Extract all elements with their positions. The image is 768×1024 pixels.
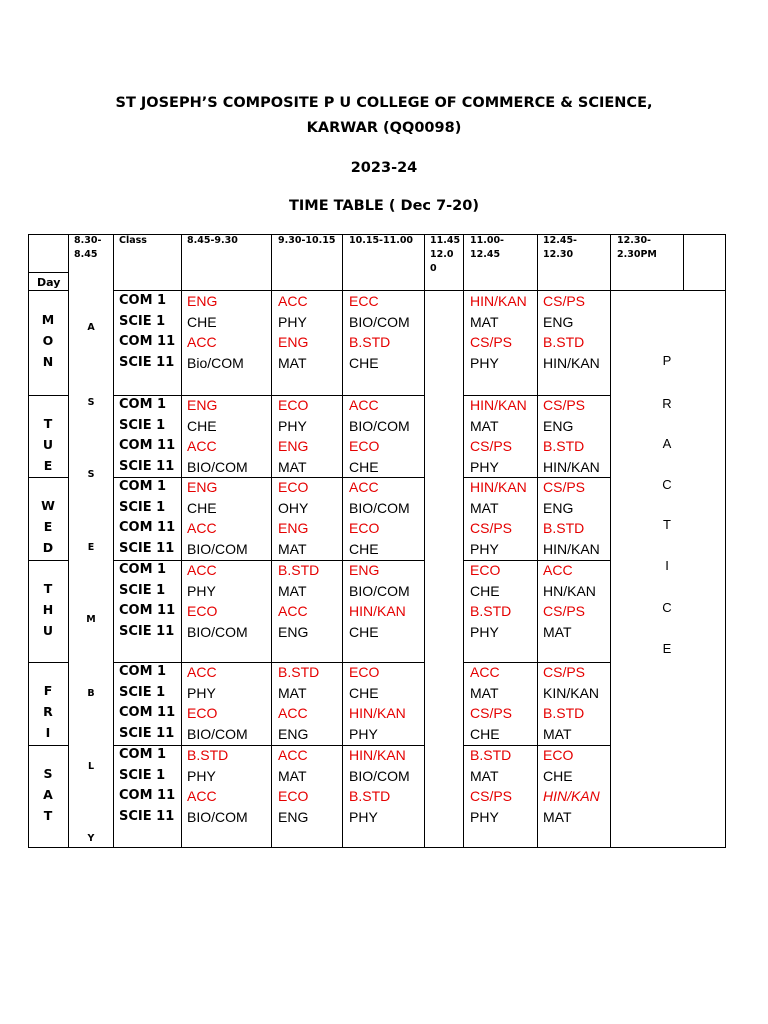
practice-letter: R [662,396,672,411]
subject-cell: ENG [543,313,574,330]
grid-line [28,847,726,848]
assembly-letter: B [87,688,95,699]
subject-cell: CHE [470,582,500,599]
subject-cell: CHE [349,354,379,371]
subject-cell: CS/PS [470,788,513,805]
practice-letter: P [662,353,672,368]
day-letter: E [43,519,53,534]
subject-cell: HIN/KAN [543,354,600,371]
class-label: COM 1 [119,664,167,679]
subject-cell: BIO/COM [187,808,248,825]
subject-cell: ACC [278,747,308,763]
subject-cell: ECO [349,438,380,455]
subject-cell: HIN/KAN [543,540,600,557]
subject-cell: BIO/COM [187,540,248,557]
subject-cell: ACC [187,438,217,455]
subject-cell: ECO [349,520,380,537]
subject-cell: HIN/KAN [470,479,527,495]
grid-line [424,234,425,847]
subject-cell: CHE [187,417,217,434]
subject-cell: CS/PS [543,479,586,495]
subject-cell: MAT [470,684,499,701]
subject-cell: B.STD [187,747,229,763]
day-letter: U [42,623,54,638]
subject-cell: PHY [349,725,378,742]
subject-cell: MAT [543,725,572,742]
grid-line [28,234,726,235]
practice-letter: E [662,641,672,656]
header-practice-time: 12.30- 2.30PM [617,235,657,260]
subject-cell: B.STD [278,664,320,680]
subject-cell: PHY [470,458,499,475]
header-assembly-time: 8.30- 8.45 [74,235,102,260]
header-period-3: 10.15-11.00 [349,235,414,246]
subject-cell: B.STD [543,520,585,537]
class-label: SCIE 1 [119,684,166,700]
subject-cell: ACC [543,562,573,578]
class-label: COM 1 [119,747,167,762]
subject-cell: ENG [278,520,309,537]
class-label: COM 11 [119,438,176,454]
subject-cell: KIN/KAN [543,684,600,701]
header-class: Class [119,235,147,246]
day-letter: N [42,354,54,369]
day-letter: A [43,787,53,802]
subject-cell: BIO/COM [349,582,410,599]
subject-cell: ENG [278,725,309,742]
subject-cell: MAT [470,313,499,330]
grid-line [68,234,69,847]
subject-cell: CS/PS [543,397,586,413]
class-label: COM 1 [119,293,167,308]
subject-cell: B.STD [278,562,320,578]
grid-line [28,395,68,396]
subject-cell: CS/PS [470,438,513,455]
class-label: SCIE 1 [119,417,166,433]
subject-cell: ACC [187,562,217,578]
day-letter: T [43,581,53,596]
subject-cell: BIO/COM [349,767,410,784]
practice-letter: C [662,600,672,615]
subject-cell: ENG [187,397,218,413]
subject-cell: ACC [187,520,217,537]
subject-cell: ENG [349,562,380,578]
subject-cell: ACC [187,664,217,680]
class-label: COM 11 [119,788,176,804]
subject-cell: CHE [470,725,500,742]
grid-line [28,662,68,663]
class-label: SCIE 11 [119,808,175,824]
practice-letter: I [665,558,669,573]
subject-cell: ECO [470,562,501,578]
grid-line [28,290,68,291]
subject-cell: ECO [349,664,380,680]
subject-cell: ACC [187,788,217,805]
class-label: SCIE 1 [119,313,166,329]
subject-cell: PHY [470,540,499,557]
subject-cell: CHE [187,313,217,330]
subject-cell: ACC [278,293,308,309]
subject-cell: ENG [278,438,309,455]
class-label: COM 11 [119,705,176,721]
subject-cell: ENG [543,499,574,516]
subject-cell: HIN/KAN [349,705,406,722]
grid-line [28,745,68,746]
subject-cell: CS/PS [543,603,586,620]
day-letter: I [45,725,51,740]
header-period-5: 12.45- 12.30 [543,235,577,260]
class-label: COM 1 [119,397,167,412]
timetable-title: TIME TABLE ( Dec 7-20) [288,198,479,214]
subject-cell: ECO [187,603,218,620]
subject-cell: ENG [187,479,218,495]
class-label: SCIE 11 [119,458,175,474]
class-label: SCIE 1 [119,582,166,598]
subject-cell: BIO/COM [349,417,410,434]
subject-cell: BIO/COM [349,313,410,330]
subject-cell: MAT [278,767,307,784]
subject-cell: CHE [349,458,379,475]
assembly-letter: S [87,397,95,408]
class-label: COM 11 [119,520,176,536]
subject-cell: HIN/KAN [543,788,600,805]
grid-line [28,234,29,847]
subject-cell: CS/PS [543,293,586,309]
grid-line [113,234,114,847]
college-location: KARWAR (QQ0098) [306,120,462,136]
subject-cell: B.STD [543,438,585,455]
subject-cell: PHY [278,313,307,330]
subject-cell: ENG [187,293,218,309]
subject-cell: MAT [470,499,499,516]
class-label: COM 11 [119,334,176,350]
grid-line [271,234,272,847]
subject-cell: PHY [470,623,499,640]
subject-cell: CS/PS [470,334,513,351]
grid-line [28,272,68,273]
assembly-letter: L [87,761,95,772]
academic-year: 2023-24 [350,160,418,176]
grid-line [610,234,611,847]
practice-letter: T [663,517,671,532]
grid-line [683,234,684,291]
subject-cell: PHY [187,582,216,599]
grid-line [28,560,68,561]
subject-cell: CHE [187,499,217,516]
subject-cell: PHY [187,684,216,701]
subject-cell: CS/PS [470,520,513,537]
subject-cell: MAT [470,767,499,784]
subject-cell: HIN/KAN [543,458,600,475]
assembly-letter: Y [87,833,95,844]
subject-cell: B.STD [543,705,585,722]
day-letter: T [43,416,53,431]
practice-letter: A [662,436,672,451]
subject-cell: PHY [470,808,499,825]
subject-cell: PHY [470,354,499,371]
grid-line [28,477,68,478]
subject-cell: B.STD [470,603,512,620]
subject-cell: HN/KAN [543,582,596,599]
subject-cell: ACC [187,334,217,351]
subject-cell: ACC [278,603,308,620]
day-letter: U [42,437,54,452]
subject-cell: HIN/KAN [470,397,527,413]
subject-cell: ECC [349,293,379,309]
assembly-letter: E [87,542,95,553]
subject-cell: MAT [278,540,307,557]
class-label: SCIE 11 [119,354,175,370]
grid-line [181,234,182,847]
subject-cell: B.STD [543,334,585,351]
day-letter: E [43,458,53,473]
header-period-1: 8.45-9.30 [187,235,238,246]
grid-line [424,290,463,291]
subject-cell: CS/PS [470,705,513,722]
grid-line [463,234,464,847]
day-letter: W [41,498,55,513]
practice-letter: C [662,477,672,492]
subject-cell: HIN/KAN [349,603,406,620]
day-letter: M [41,312,55,327]
subject-cell: ECO [278,397,309,413]
subject-cell: MAT [543,808,572,825]
subject-cell: PHY [187,767,216,784]
day-letter: T [43,808,53,823]
subject-cell: ACC [349,479,379,495]
class-label: SCIE 11 [119,725,175,741]
subject-cell: MAT [278,582,307,599]
day-letter: S [43,766,53,781]
subject-cell: CS/PS [543,664,586,680]
header-period-4: 11.00- 12.45 [470,235,504,260]
subject-cell: CHE [349,684,379,701]
day-letter: R [43,704,53,719]
class-label: SCIE 1 [119,499,166,515]
subject-cell: ECO [543,747,574,763]
subject-cell: MAT [278,684,307,701]
subject-cell: MAT [278,354,307,371]
subject-cell: BIO/COM [187,623,248,640]
subject-cell: CHE [543,767,573,784]
subject-cell: ACC [349,397,379,413]
subject-cell: B.STD [470,747,512,763]
subject-cell: HIN/KAN [349,747,406,763]
header-break: 11.45 12.0 0 [430,235,461,274]
college-name: ST JOSEPH’S COMPOSITE P U COLLEGE OF COMMERCE & SCIENCE, [115,95,653,111]
grid-line [342,234,343,847]
day-letter: H [42,602,54,617]
subject-cell: ACC [470,664,500,680]
subject-cell: Bio/COM [187,354,244,371]
subject-cell: ECO [278,479,309,495]
subject-cell: HIN/KAN [470,293,527,309]
subject-cell: ENG [543,417,574,434]
subject-cell: ENG [278,334,309,351]
subject-cell: BIO/COM [187,725,248,742]
subject-cell: BIO/COM [349,499,410,516]
assembly-letter: A [87,322,95,333]
class-label: SCIE 11 [119,540,175,556]
subject-cell: CHE [349,540,379,557]
assembly-letter: S [87,469,95,480]
class-label: SCIE 11 [119,623,175,639]
subject-cell: CHE [349,623,379,640]
header-period-2: 9.30-10.15 [278,235,336,246]
subject-cell: MAT [470,417,499,434]
class-label: COM 1 [119,479,167,494]
subject-cell: MAT [278,458,307,475]
subject-cell: ECO [187,705,218,722]
subject-cell: OHY [278,499,309,516]
day-letter: O [42,333,54,348]
subject-cell: PHY [278,417,307,434]
class-label: COM 11 [119,603,176,619]
subject-cell: BIO/COM [187,458,248,475]
subject-cell: PHY [349,808,378,825]
day-letter: D [42,540,54,555]
subject-cell: B.STD [349,334,391,351]
header-day: Day [37,276,61,289]
subject-cell: ACC [278,705,308,722]
assembly-letter: M [86,614,96,625]
grid-line [725,234,726,847]
subject-cell: MAT [543,623,572,640]
class-label: SCIE 1 [119,767,166,783]
class-label: COM 1 [119,562,167,577]
subject-cell: ENG [278,623,309,640]
grid-line [537,234,538,847]
day-letter: F [43,683,53,698]
subject-cell: ECO [278,788,309,805]
subject-cell: ENG [278,808,309,825]
subject-cell: B.STD [349,788,391,805]
